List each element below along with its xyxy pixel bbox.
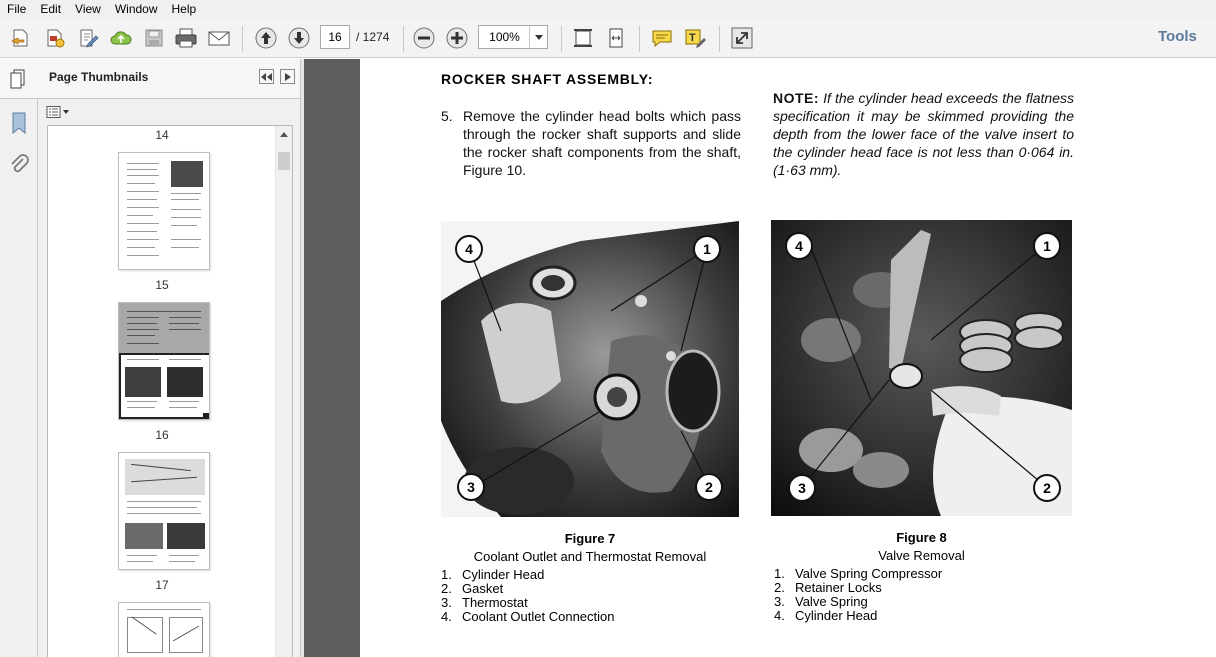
pdf-page bbox=[360, 59, 1216, 657]
scroll-thumb[interactable] bbox=[278, 152, 290, 170]
callout-1 bbox=[694, 236, 720, 262]
document-view bbox=[304, 59, 1216, 657]
collapse-panel-icon[interactable] bbox=[259, 69, 274, 84]
thumbnail-label-17: 17 bbox=[155, 578, 169, 592]
figure-8-photo bbox=[771, 220, 1072, 516]
print-icon[interactable] bbox=[173, 26, 199, 50]
callout-2 bbox=[696, 474, 722, 500]
thumbnail-list bbox=[47, 125, 293, 657]
thumbnail-label-16: 16 bbox=[155, 428, 169, 442]
highlight-text-icon[interactable] bbox=[682, 26, 708, 50]
svg-text:3: 3 bbox=[798, 480, 806, 496]
cloud-upload-icon[interactable] bbox=[108, 26, 134, 50]
legend-item: 2. Gasket bbox=[441, 581, 504, 596]
toolbar bbox=[0, 18, 1216, 58]
section-heading: ROCKER SHAFT ASSEMBLY: bbox=[441, 71, 654, 87]
svg-text:2: 2 bbox=[705, 479, 713, 495]
thumbnail-page-15[interactable] bbox=[118, 152, 210, 270]
zoom-in-icon[interactable] bbox=[444, 26, 470, 50]
svg-text:T: T bbox=[689, 32, 696, 44]
callout-2 bbox=[1034, 475, 1060, 501]
menu-edit[interactable]: Edit bbox=[40, 2, 62, 16]
thumbnail-page-18[interactable] bbox=[118, 602, 210, 657]
figure-8-caption: Valve Removal bbox=[878, 548, 965, 563]
thumbnail-page-16[interactable] bbox=[118, 302, 210, 420]
legend-item: 3. Thermostat bbox=[441, 595, 528, 610]
panel-header bbox=[38, 59, 300, 99]
save-icon[interactable] bbox=[141, 26, 167, 50]
note-label: NOTE: bbox=[773, 90, 820, 106]
thumbnail-label-14: 14 bbox=[155, 128, 169, 142]
pages-icon[interactable] bbox=[0, 59, 38, 99]
legend-item: 4. Coolant Outlet Connection bbox=[441, 609, 615, 624]
step-text: Remove the cylinder head bolts which pass through the rocker shaft supports and slide the rocker shaft components from the shaft, Figure 10. bbox=[463, 108, 741, 178]
callout-3 bbox=[789, 475, 815, 501]
attachment-icon[interactable] bbox=[8, 153, 30, 180]
menu-help[interactable]: Help bbox=[171, 2, 197, 16]
fit-width-icon[interactable] bbox=[603, 26, 629, 50]
legend-item: 1. Valve Spring Compressor bbox=[774, 566, 943, 581]
next-page-icon[interactable] bbox=[286, 26, 312, 50]
callout-1 bbox=[1034, 233, 1060, 259]
edit-pdf-icon[interactable] bbox=[75, 26, 101, 50]
figure-7-photo bbox=[441, 221, 739, 517]
callout-3 bbox=[458, 474, 484, 500]
create-pdf-icon[interactable] bbox=[42, 26, 68, 50]
figure-7-caption: Coolant Outlet and Thermostat Removal bbox=[473, 549, 707, 564]
zoom-value: 100% bbox=[489, 30, 520, 44]
svg-text:4: 4 bbox=[795, 238, 803, 254]
callout-4 bbox=[786, 233, 812, 259]
thumbnail-scrollbar[interactable] bbox=[275, 126, 292, 657]
svg-text:4: 4 bbox=[465, 241, 473, 257]
email-icon[interactable] bbox=[206, 26, 232, 50]
fullscreen-icon[interactable] bbox=[729, 26, 755, 50]
svg-text:1: 1 bbox=[703, 241, 711, 257]
figure-7-title: Figure 7 bbox=[564, 531, 616, 546]
note-paragraph bbox=[773, 89, 1074, 179]
menu-file[interactable]: File bbox=[7, 2, 27, 16]
zoom-select[interactable] bbox=[478, 25, 548, 49]
figure-8-title: Figure 8 bbox=[896, 530, 947, 545]
legend-item: 2. Retainer Locks bbox=[774, 580, 882, 595]
legend-item: 4. Cylinder Head bbox=[774, 608, 878, 623]
chevron-down-icon[interactable] bbox=[529, 26, 547, 48]
menu-bar bbox=[0, 0, 1216, 18]
fit-page-icon[interactable] bbox=[570, 26, 596, 50]
figure-7-legend bbox=[441, 568, 739, 624]
note-text: If the cylinder head exceeds the flatness specification it may be skimmed providing the depth from the lower face of the valve insert to the cylinder head face is not less than 0·064 in. (1·63 mm). bbox=[773, 90, 1075, 178]
menu-view[interactable]: View bbox=[75, 2, 101, 16]
legend-item: 3. Valve Spring bbox=[774, 594, 868, 609]
svg-text:1: 1 bbox=[1043, 238, 1051, 254]
thumbnail-options-button[interactable] bbox=[46, 105, 72, 119]
menu-window[interactable]: Window bbox=[114, 2, 158, 16]
page-number-input[interactable] bbox=[320, 25, 350, 49]
expand-panel-icon[interactable] bbox=[280, 69, 295, 84]
navigation-strip bbox=[0, 59, 38, 657]
previous-page-icon[interactable] bbox=[253, 26, 279, 50]
bookmark-icon[interactable] bbox=[9, 111, 29, 138]
page-total: / 1274 bbox=[356, 30, 390, 44]
thumbnail-label-15: 15 bbox=[155, 278, 169, 292]
panel-title: Page Thumbnails bbox=[49, 70, 149, 84]
comment-icon[interactable] bbox=[649, 26, 675, 50]
thumbnail-page-17[interactable] bbox=[118, 452, 210, 570]
scroll-up-icon[interactable] bbox=[276, 126, 292, 142]
callout-4 bbox=[456, 236, 482, 262]
svg-text:2: 2 bbox=[1043, 480, 1051, 496]
tools-button[interactable]: Tools bbox=[1158, 28, 1197, 45]
figure-8-legend bbox=[774, 567, 1072, 623]
step-number: 5. bbox=[441, 108, 453, 124]
zoom-out-icon[interactable] bbox=[411, 26, 437, 50]
legend-item: 1. Cylinder Head bbox=[441, 567, 545, 582]
page-thumbnails-panel bbox=[38, 59, 300, 657]
open-file-icon[interactable] bbox=[8, 26, 34, 50]
svg-text:3: 3 bbox=[467, 479, 475, 495]
